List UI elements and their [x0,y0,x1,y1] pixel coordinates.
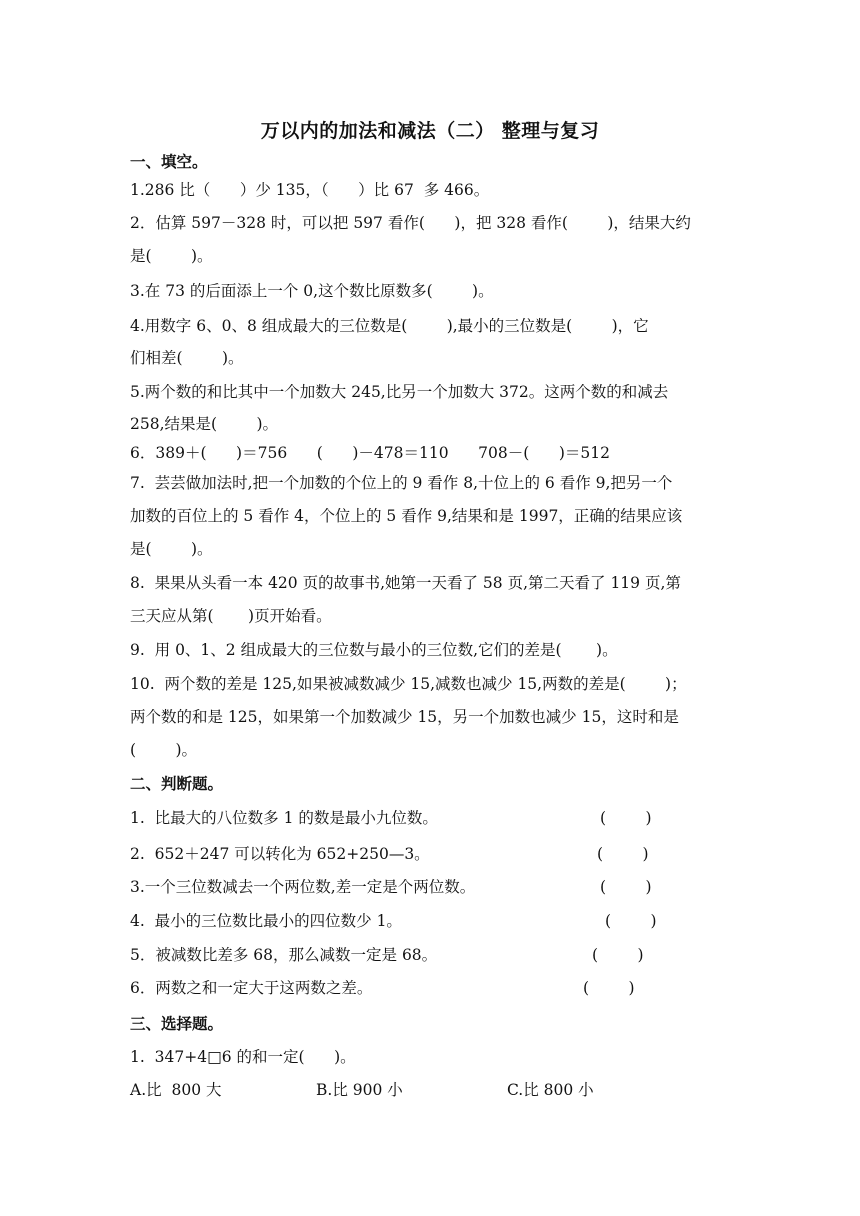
question-line: 9. 用 0、1、2 组成最大的三位数与最小的三位数,它们的差是( )。 [130,641,618,659]
question-line: 3.在 73 的后面添上一个 0,这个数比原数多( )。 [130,282,494,300]
judgement-item: 1. 比最大的八位数多 1 的数是最小九位数。 [130,809,438,827]
question-line: 1.286 比（ ）少 135，（ ）比 67 多 466。 [130,181,490,199]
question-line: 是( )。 [130,540,213,558]
question-line: 们相差( )。 [130,349,244,367]
question-line: 7. 芸芸做加法时,把一个加数的个位上的 9 看作 8,十位上的 6 看作 9,把另一个 [130,474,673,492]
answer-paren: ( ) [597,845,649,863]
judgement-item: 5．被减数比差多 68，那么减数一定是 68。 [130,946,438,964]
question-line: ( )。 [130,741,198,759]
choice-question: 1. 347+4□6 的和一定( )。 [130,1048,356,1066]
section-heading-fill-blank: 一、填空。 [130,153,208,171]
answer-paren: ( ) [592,946,644,964]
question-line: 加数的百位上的 5 看作 4，个位上的 5 看作 9,结果和是 1997，正确的结果应该 [130,507,683,525]
question-line: 10. 两个数的差是 125,如果被减数减少 15,减数也减少 15,两数的差是( )； [130,675,687,693]
option-c: C.比 800 小 [507,1081,594,1099]
question-line: 4.用数字 6、0、8 组成最大的三位数是( ),最小的三位数是( )，它 [130,317,649,335]
judgement-item: 6．两数之和一定大于这两数之差。 [130,979,373,997]
page-title: 万以内的加法和减法（二） 整理与复习 [260,120,600,142]
question-line: 两个数的和是 125，如果第一个加数减少 15，另一个加数也减少 15，这时和是 [130,708,679,726]
question-line: 258,结果是( )。 [130,415,279,433]
section-heading-choice: 三、选择题。 [130,1015,224,1033]
answer-paren: ( ) [600,809,652,827]
judgement-item: 4. 最小的三位数比最小的四位数少 1。 [130,912,402,930]
question-line: 5.两个数的和比其中一个加数大 245,比另一个加数大 372。这两个数的和减去 [130,383,669,401]
answer-paren: ( ) [600,878,652,896]
answer-paren: ( ) [605,912,657,930]
question-line: 8. 果果从头看一本 420 页的故事书,她第一天看了 58 页,第二天看了 119 页,第 [130,574,681,592]
question-line: 三天应从第( )页开始看。 [130,607,332,625]
judgement-item: 3.一个三位数减去一个两位数,差一定是个两位数。 [130,878,476,896]
section-heading-judgement: 二、判断题。 [130,775,224,793]
option-b: B.比 900 小 [316,1081,403,1099]
question-line: 2．估算 597－328 时，可以把 597 看作( )，把 328 看作( )，结果大约 [130,214,691,232]
answer-paren: ( ) [583,979,635,997]
judgement-item: 2. 652＋247 可以转化为 652+250—3。 [130,845,430,863]
option-a: A.比 800 大 [130,1081,222,1099]
question-line: 6．389＋( )＝756 ( )－478＝110 708－( )＝512 [130,444,610,462]
question-line: 是( )。 [130,247,213,265]
